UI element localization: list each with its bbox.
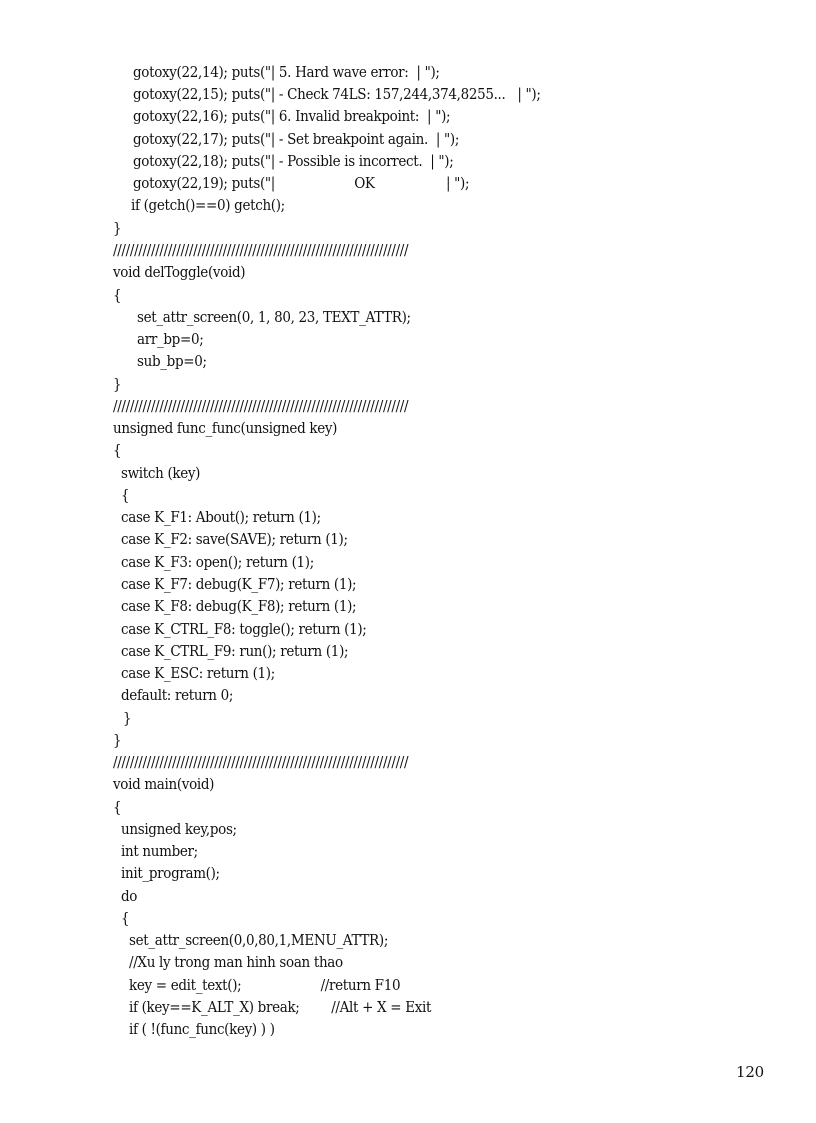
separator-comment: //////////////////////////////////////////////////////////////////////: [113, 399, 409, 415]
code-line: do: [121, 889, 138, 905]
code-line: }: [113, 733, 122, 749]
code-line: {: [113, 443, 122, 459]
code-line: set_attr_screen(0,0,80,1,MENU_ATTR);: [129, 933, 389, 949]
code-line: switch (key): [121, 466, 201, 482]
code-comment: //Xu ly trong man hinh soan thao: [129, 955, 343, 971]
code-line: case K_F8: debug(K_F8); return (1);: [121, 599, 357, 615]
code-line: int number;: [121, 844, 198, 860]
code-line: arr_bp=0;: [137, 332, 204, 348]
separator-comment: //////////////////////////////////////////////////////////////////////: [113, 243, 409, 259]
code-line: gotoxy(22,15); puts("| - Check 74LS: 157,244,374,8255... | ");: [133, 87, 541, 103]
function-signature: void main(void): [113, 777, 215, 793]
code-line: if ( !(func_func(key) ) ): [129, 1022, 275, 1038]
function-signature: void delToggle(void): [113, 265, 246, 281]
code-line: case K_F1: About(); return (1);: [121, 510, 321, 526]
code-line: unsigned key,pos;: [121, 822, 237, 838]
code-line: case K_F3: open(); return (1);: [121, 555, 314, 571]
code-line: gotoxy(22,19); puts("| OK | ");: [133, 176, 470, 192]
code-line: gotoxy(22,16); puts("| 6. Invalid breakpoint: | ");: [133, 109, 451, 125]
code-line: }: [113, 221, 122, 237]
code-line: {: [113, 800, 122, 816]
page-number: 120: [736, 1063, 765, 1081]
code-line: default: return 0;: [121, 688, 234, 704]
code-line: case K_ESC: return (1);: [121, 666, 275, 682]
function-signature: unsigned func_func(unsigned key): [113, 421, 338, 437]
code-line: gotoxy(22,17); puts("| - Set breakpoint again. | ");: [133, 132, 460, 148]
code-line: if (getch()==0) getch();: [131, 198, 285, 214]
code-line: }: [113, 377, 122, 393]
code-line: set_attr_screen(0, 1, 80, 23, TEXT_ATTR);: [137, 310, 411, 326]
code-line: }: [123, 711, 132, 727]
code-line: key = edit_text(); //return F10: [129, 978, 401, 994]
code-line: sub_bp=0;: [137, 354, 207, 370]
separator-comment: //////////////////////////////////////////////////////////////////////: [113, 755, 409, 771]
code-line: case K_F7: debug(K_F7); return (1);: [121, 577, 357, 593]
code-line: gotoxy(22,14); puts("| 5. Hard wave error: | ");: [133, 65, 440, 81]
code-line: init_program();: [121, 866, 220, 882]
code-line: gotoxy(22,18); puts("| - Possible is incorrect. | ");: [133, 154, 454, 170]
code-line: {: [121, 488, 130, 504]
code-line: if (key==K_ALT_X) break; //Alt + X = Exit: [129, 1000, 432, 1016]
code-line: case K_F2: save(SAVE); return (1);: [121, 532, 348, 548]
code-line: {: [121, 911, 130, 927]
code-line: case K_CTRL_F8: toggle(); return (1);: [121, 622, 367, 638]
code-line: {: [113, 288, 122, 304]
code-line: case K_CTRL_F9: run(); return (1);: [121, 644, 349, 660]
